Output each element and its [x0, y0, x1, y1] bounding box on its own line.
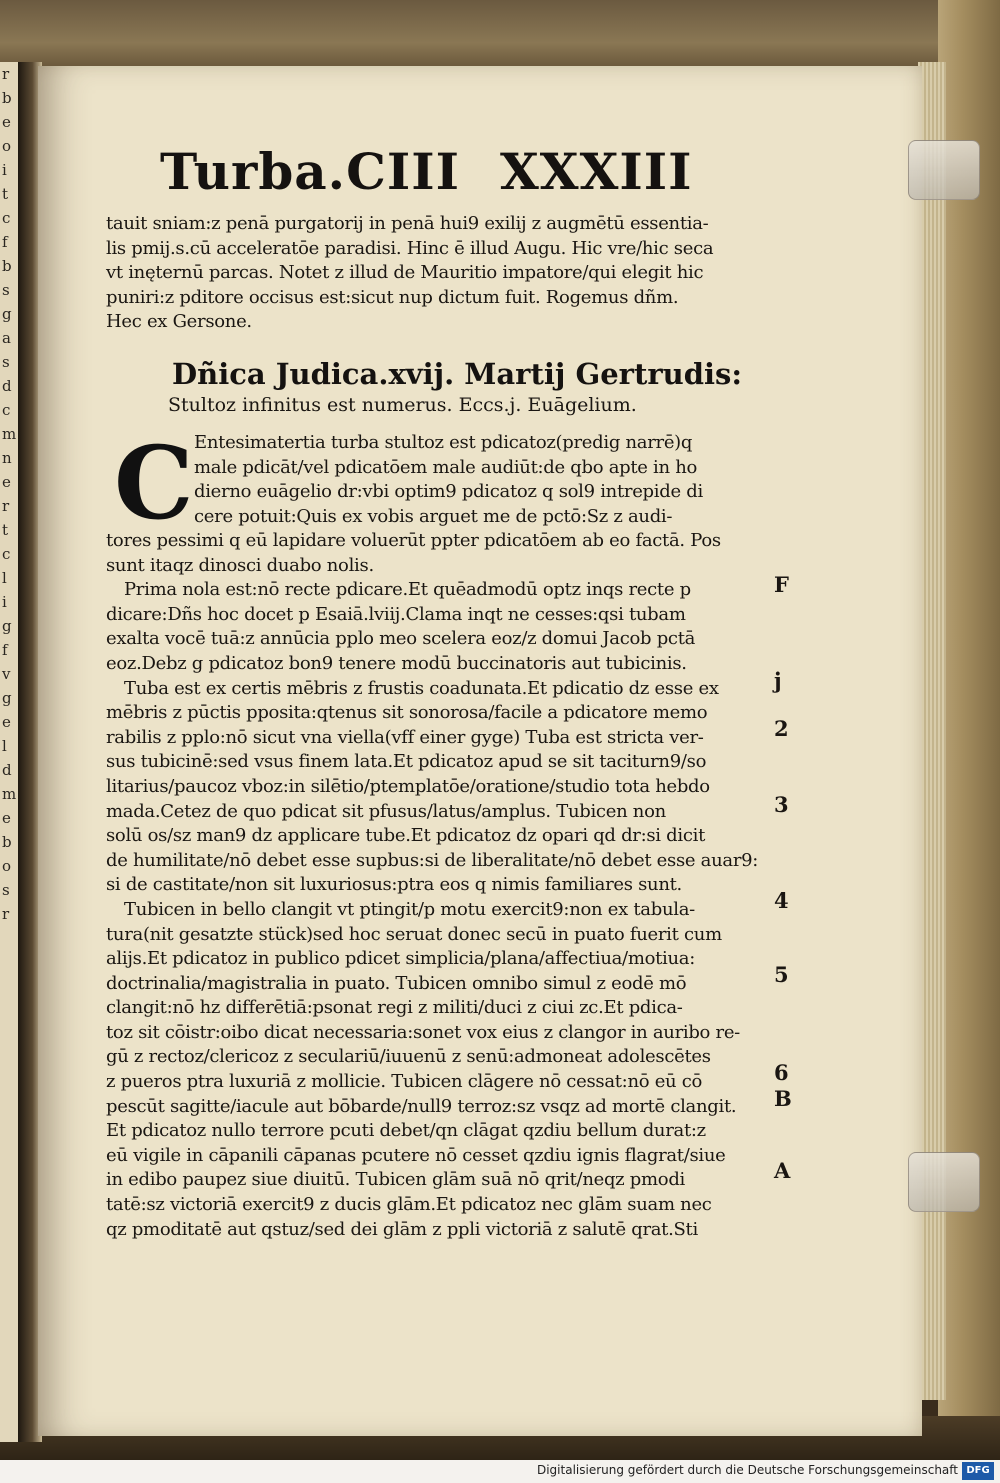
margin-note: B	[774, 1086, 792, 1111]
page-clamp-bottom	[908, 1152, 980, 1212]
text-line: dierno euāgelio dr:vbi optim9 pdicatoz q sol9 intrepide di	[194, 481, 703, 503]
text-line: tura(nit gesatzte stück)sed hoc seruat donec secū in puato fuerit cum	[106, 923, 722, 945]
decorated-initial: C	[114, 424, 194, 542]
text-line: Tubicen in bello clangit vt ptingit/p motu exercit9:non ex tabula-	[124, 898, 695, 920]
text-line: male pdicāt/vel pdicatōem male audiūt:de qbo apte in ho	[194, 456, 698, 478]
text-line: qz pmoditatē aut qstuz/sed dei glām z ppli victoriā z salutē qrat.Sti	[106, 1218, 698, 1240]
facing-page-text: r b e o i t c f b s g a s d c m n e r t c l i g f v g e l d m e b o s r	[2, 65, 17, 923]
text-line: sunt itaqz dinosci duabo nolis.	[106, 554, 374, 576]
text-line: mēbris z pūctis pposita:qtenus sit sonorosa/facile a pdicatore memo	[106, 702, 708, 724]
text-line: tauit sniam:z penā purgatorij in penā hui9 exilij z augmētū essentia-	[106, 213, 709, 234]
text-line: Et pdicatoz nullo terrore pcuti debet/qn clāgat qzdiu bellum durat:z	[106, 1120, 706, 1142]
rubric-subheading: Stultoz infinitus est numerus. Eccs.j. Euāgelium.	[168, 394, 637, 416]
text-line: cere potuit:Quis ex vobis arguet me de pctō:Sz z audi-	[194, 505, 673, 527]
text-line: si de castitate/non sit luxuriosus:ptra eos q nimis familiares sunt.	[106, 874, 682, 896]
text-line: alijs.Et pdicatoz in publico pdicet simplicia/plana/affectiua/motiua:	[106, 948, 696, 970]
text-line: eoz.Debz g pdicatoz bon9 tenere modū buccinatoris aut tubicinis.	[106, 652, 687, 674]
text-line: de humilitate/nō debet esse supbus:si de liberalitate/nō debet esse auar9:	[106, 849, 759, 871]
rubric-heading: Dñica Judica.xvij. Martij Gertrudis:	[172, 357, 743, 391]
margin-note: A	[774, 1158, 791, 1183]
text-line: lis pmij.s.cū acceleratōe paradisi. Hinc ē illud Augu. Hic vre/hic seca	[106, 237, 714, 259]
text-line: in edibo paupez siue diuitū. Tubicen glām suā nō qrit/neqz pmodi	[106, 1169, 685, 1191]
text-line: rabilis z pplo:nō sicut vna viella(vff einer gyge) Tuba est stricta ver-	[106, 726, 704, 748]
text-line: Prima nola est:nō recte pdicare.Et quēadmodū optz inqs recte p	[124, 579, 691, 601]
text-line: mada.Cetez de quo pdicat sit pfusus/latus/amplus. Tubicen non	[106, 800, 666, 822]
text-line: clangit:nō hz differētiā:psonat regi z militi/duci z ciui zc.Et pdica-	[106, 997, 683, 1019]
body-text	[106, 529, 758, 1242]
margin-note: 2	[774, 716, 789, 741]
margin-note: 6	[774, 1060, 789, 1085]
margin-note: 5	[774, 962, 789, 987]
footer-bar	[0, 1460, 1000, 1483]
rubric-sub	[168, 392, 637, 418]
text-line: toz sit cōistr:oibo dicat necessaria:sonet vox eius z clangor in auribo re-	[106, 1021, 740, 1043]
text-line: eū vigile in cāpanili cāpanas pcutere nō cesset qzdiu ignis flagrat/siue	[106, 1144, 726, 1166]
text-line: Tuba est ex certis mēbris z frustis coadunata.Et pdicatio dz esse ex	[124, 677, 719, 699]
margin-note: j	[774, 668, 782, 693]
text-line: tatē:sz victoriā exercit9 z ducis glām.Et pdicatoz nec glām suam nec	[106, 1194, 712, 1216]
margin-note: 3	[774, 792, 789, 817]
text-line: dicare:Dñs hoc docet p Esaiā.lviij.Clama inqt ne cesses:qsi tubam	[106, 603, 686, 625]
margin-note: 4	[774, 888, 789, 913]
funding-credit: Digitalisierung gefördert durch die Deutsche Forschungsgemeinschaft	[536, 1463, 958, 1477]
text-line: z pueros ptra luxuriā z mollicie. Tubicen clāgere nō cessat:nō eū cō	[106, 1071, 703, 1093]
running-head-title: Turba.CIII	[160, 142, 461, 201]
margin-note: F	[774, 572, 789, 597]
body-text-indented	[194, 431, 703, 529]
text-line: puniri:z pditore occisus est:sicut nup dictum fuit. Rogemus dñm.	[106, 286, 679, 308]
dfg-logo: DFG	[962, 1462, 994, 1480]
rubric	[172, 356, 742, 392]
text-line: solū os/sz man9 dz applicare tube.Et pdicatoz dz opari qd dr:si dicit	[106, 825, 706, 847]
text-line: Hec ex Gersone.	[106, 311, 252, 333]
text-line: exalta vocē tuā:z annūcia pplo meo scelera eoz/z domui Jacob pctā	[106, 628, 696, 650]
text-line: litarius/paucoz vboz:in silētio/ptemplatōe/oratione/studio tota hebdo	[106, 775, 710, 797]
continuation-text	[106, 212, 713, 335]
text-line: vt inęternū parcas. Notet z illud de Mauritio impatore/qui elegit hic	[106, 262, 704, 284]
text-line: gū z rectoz/clericoz z seculariū/iuuenū z senū:admoneat adolescētes	[106, 1046, 711, 1068]
text-line: sus tubicinē:sed vsus finem lata.Et pdicatoz apud se sit taciturn9/so	[106, 751, 707, 773]
text-line: doctrinalia/magistralia in puato. Tubicen omnibo simul z eodē mō	[106, 972, 687, 994]
text-line: pescūt sagitte/iacule aut bōbarde/null9 terroz:sz vsqz ad mortē clangit.	[106, 1095, 737, 1117]
binding-right	[938, 0, 1000, 1460]
running-head	[160, 142, 720, 202]
folio-number: XXXIII	[500, 142, 693, 201]
page-clamp-top	[908, 140, 980, 200]
text-line: Entesimatertia turba stultoz est pdicatoz(predig narrē)q	[194, 432, 693, 453]
text-line: tores pessimi q eū lapidare voluerūt ppter pdicatōem ab eo factā. Pos	[106, 530, 721, 551]
